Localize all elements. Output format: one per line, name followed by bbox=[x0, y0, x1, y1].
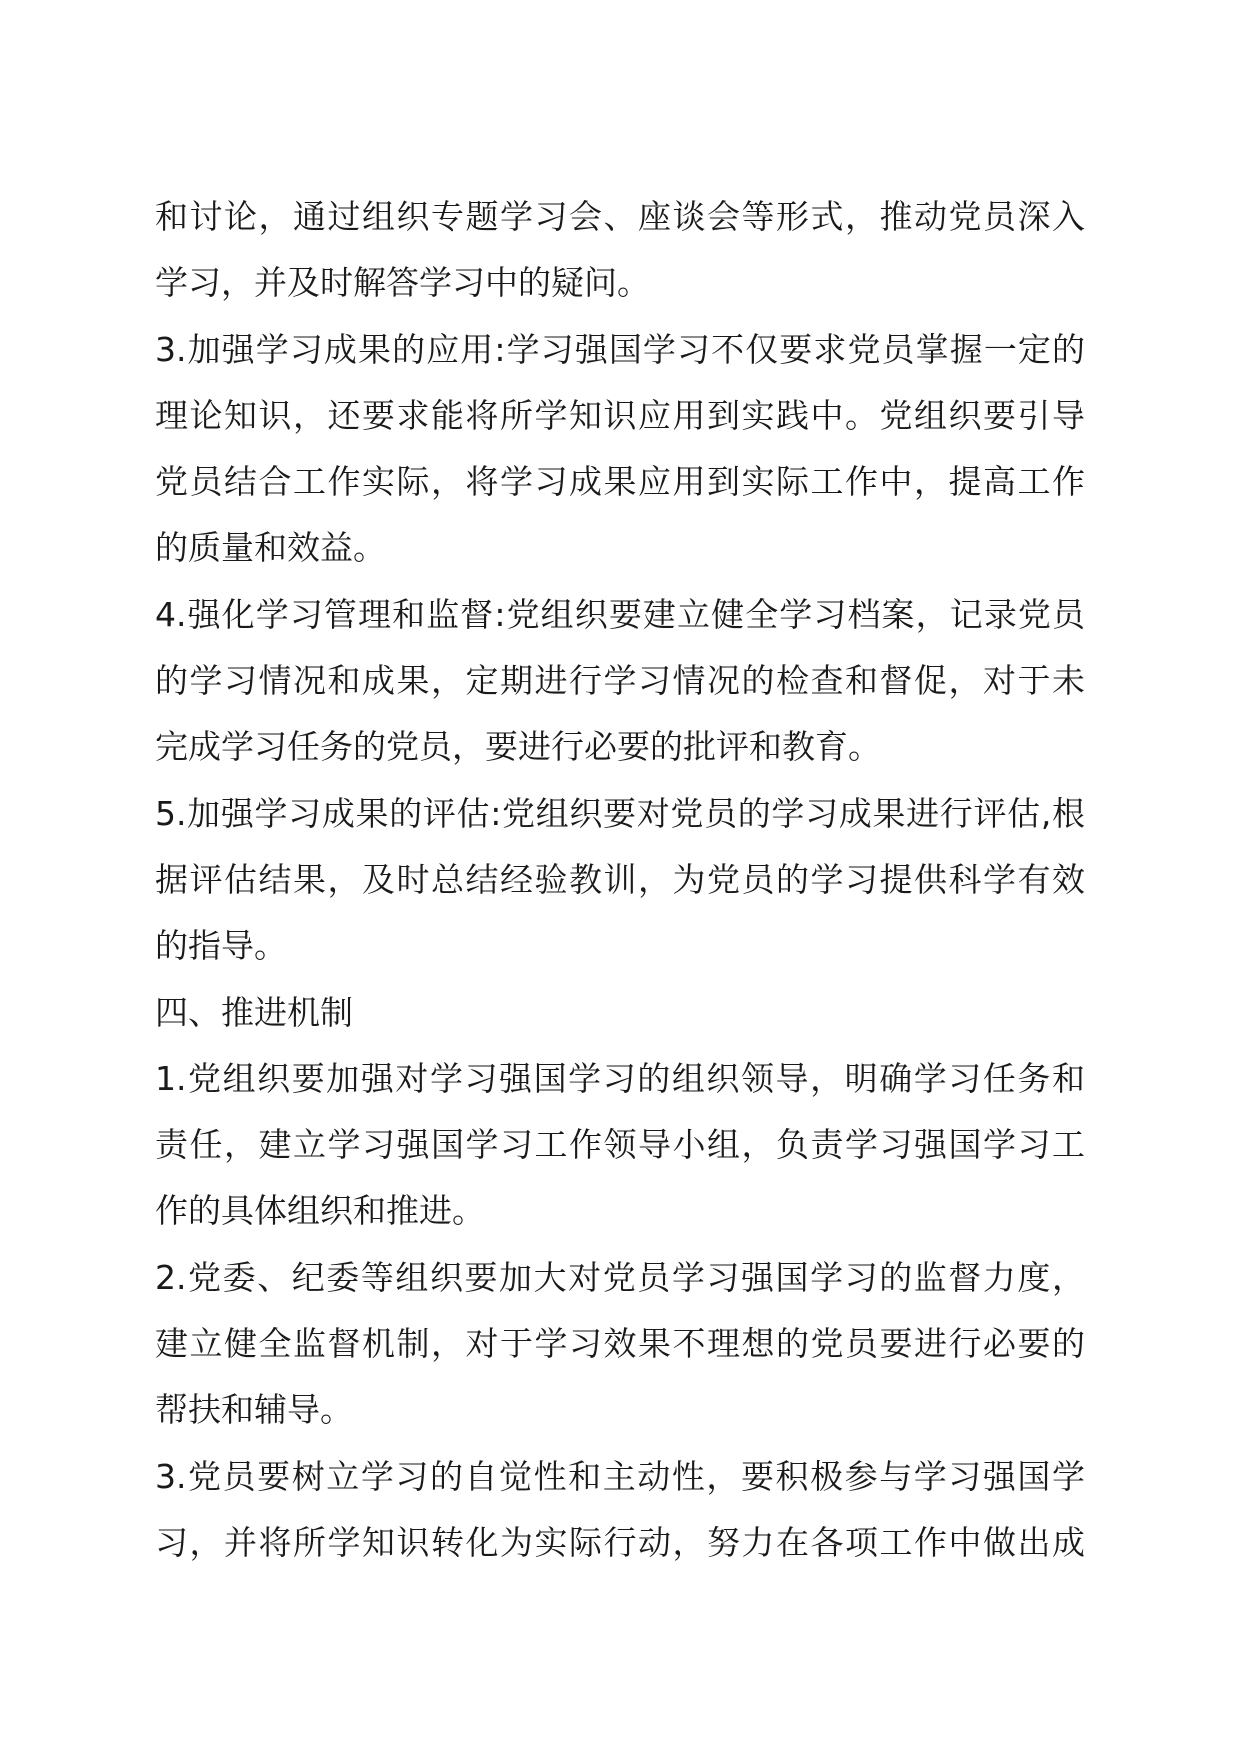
text-line: 党员结合工作实际，将学习成果应用到实际工作中，提高工作 bbox=[155, 462, 1085, 502]
text-line: 帮扶和辅导。 bbox=[155, 1390, 353, 1430]
text-line: 建立健全监督机制，对于学习效果不理想的党员要进行必要的 bbox=[155, 1324, 1085, 1364]
section-heading: 四、推进机制 bbox=[155, 992, 353, 1032]
text-line: 责任，建立学习强国学习工作领导小组，负责学习强国学习工 bbox=[155, 1125, 1085, 1165]
text-line: 的指导。 bbox=[155, 926, 287, 966]
text-line: 5.加强学习成果的评估:党组织要对党员的学习成果进行评估,根 bbox=[155, 793, 1085, 833]
text-line: 据评估结果，及时总结经验教训，为党员的学习提供科学有效 bbox=[155, 859, 1085, 899]
text-line: 3.加强学习成果的应用:学习强国学习不仅要求党员掌握一定的 bbox=[155, 329, 1085, 369]
document-body bbox=[155, 184, 1085, 1576]
text-line: 理论知识，还要求能将所学知识应用到实践中。党组织要引导 bbox=[155, 395, 1085, 435]
text-line: 1.党组织要加强对学习强国学习的组织领导，明确学习任务和 bbox=[155, 1058, 1085, 1098]
text-line: 完成学习任务的党员，要进行必要的批评和教育。 bbox=[155, 727, 881, 767]
text-line: 习，并将所学知识转化为实际行动，努力在各项工作中做出成 bbox=[155, 1522, 1085, 1562]
text-line: 学习，并及时解答学习中的疑问。 bbox=[155, 263, 650, 303]
text-line: 的质量和效益。 bbox=[155, 528, 386, 568]
text-line: 的学习情况和成果，定期进行学习情况的检查和督促，对于未 bbox=[155, 661, 1085, 701]
text-line: 3.党员要树立学习的自觉性和主动性，要积极参与学习强国学 bbox=[155, 1456, 1085, 1496]
text-line: 和讨论，通过组织专题学习会、座谈会等形式，推动党员深入 bbox=[155, 197, 1085, 236]
text-line: 4.强化学习管理和监督:党组织要建立健全学习档案，记录党员 bbox=[155, 594, 1085, 634]
text-line: 2.党委、纪委等组织要加大对党员学习强国学习的监督力度， bbox=[155, 1257, 1085, 1297]
text-line: 作的具体组织和推进。 bbox=[155, 1191, 485, 1231]
